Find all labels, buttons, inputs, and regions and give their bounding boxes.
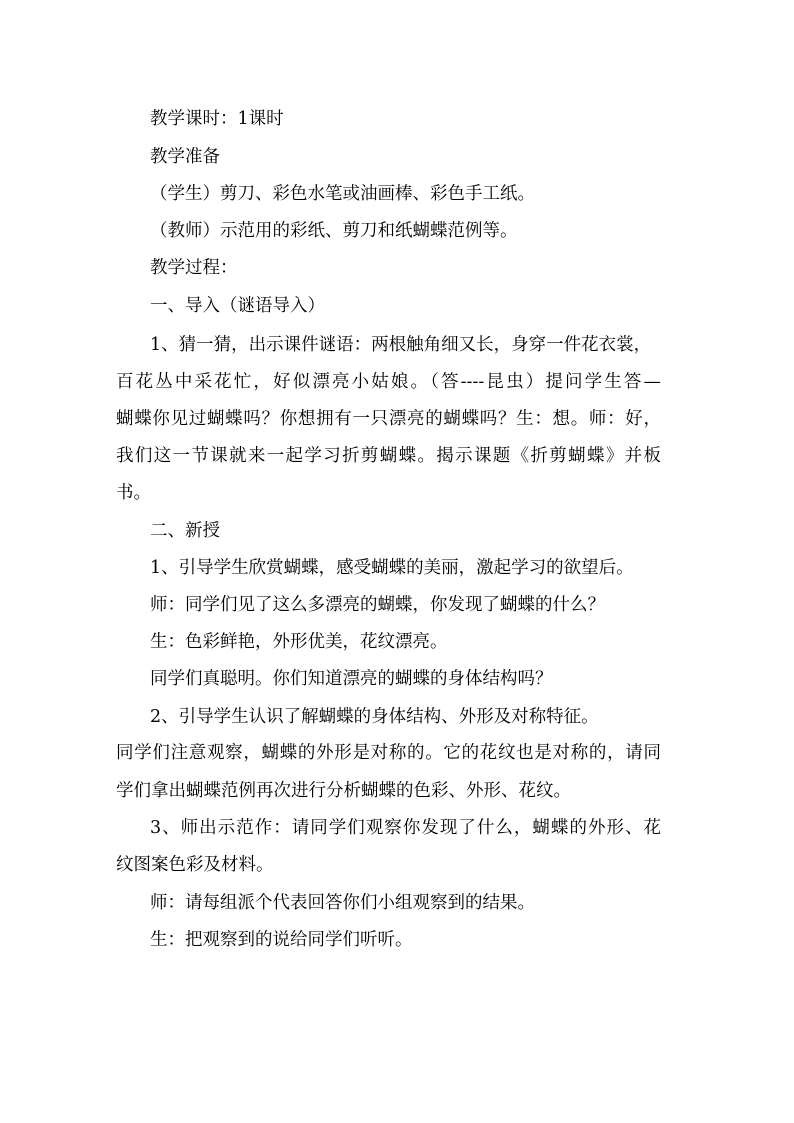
step2-line: 2、引导学生认识了解蝴蝶的身体结构、外形及对称特征。 — [150, 707, 599, 727]
riddle-line-2: 百花丛中采花忙，好似漂亮小姑娘。（答----昆虫）提问学生答— — [116, 372, 661, 392]
prep-heading: 教学准备 — [150, 147, 220, 167]
observe-line-1: 同学们注意观察，蝴蝶的外形是对称的。它的花纹也是对称的，请同 — [116, 743, 661, 763]
section1-heading: 一、导入（谜语导入） — [150, 296, 325, 316]
section2-heading: 二、新授 — [150, 521, 220, 541]
student-answer-1: 生：色彩鲜艳，外形优美，花纹漂亮。 — [150, 632, 448, 652]
class-hours-line: 教学课时：1课时 — [150, 109, 284, 129]
riddle-line-1: 1、猜一猜，出示课件谜语：两根触角细又长，身穿一件花衣裳， — [150, 335, 652, 355]
praise-question: 同学们真聪明。你们知道漂亮的蝴蝶的身体结构吗？ — [150, 669, 553, 689]
teacher-question-1: 师：同学们见了这么多漂亮的蝴蝶，你发现了蝴蝶的什么？ — [150, 595, 605, 615]
observe-line-2: 学们拿出蝴蝶范例再次进行分析蝴蝶的色彩、外形、花纹。 — [116, 781, 571, 801]
student-answer-2: 生：把观察到的说给同学们听听。 — [150, 930, 413, 950]
prep-teacher-line: （教师）示范用的彩纸、剪刀和纸蝴蝶范例等。 — [150, 221, 518, 241]
riddle-line-5: 书。 — [116, 483, 151, 503]
riddle-line-4: 我们这一节课就来一起学习折剪蝴蝶。揭示课题《折剪蝴蝶》并板 — [116, 446, 661, 466]
teacher-question-2: 师：请每组派个代表回答你们小组观察到的结果。 — [150, 893, 535, 913]
process-heading: 教学过程： — [150, 258, 238, 278]
prep-student-line: （学生）剪刀、彩色水笔或油画棒、彩色手工纸。 — [150, 184, 535, 204]
step1-line: 1、引导学生欣赏蝴蝶，感受蝴蝶的美丽，激起学习的欲望后。 — [150, 558, 634, 578]
step3-line-2: 纹图案色彩及材料。 — [116, 855, 274, 875]
riddle-line-3: 蝴蝶你见过蝴蝶吗？你想拥有一只漂亮的蝴蝶吗？生：想。师：好， — [116, 409, 661, 429]
step3-line-1: 3、师出示范作：请同学们观察你发现了什么，蝴蝶的外形、花 — [150, 818, 661, 838]
